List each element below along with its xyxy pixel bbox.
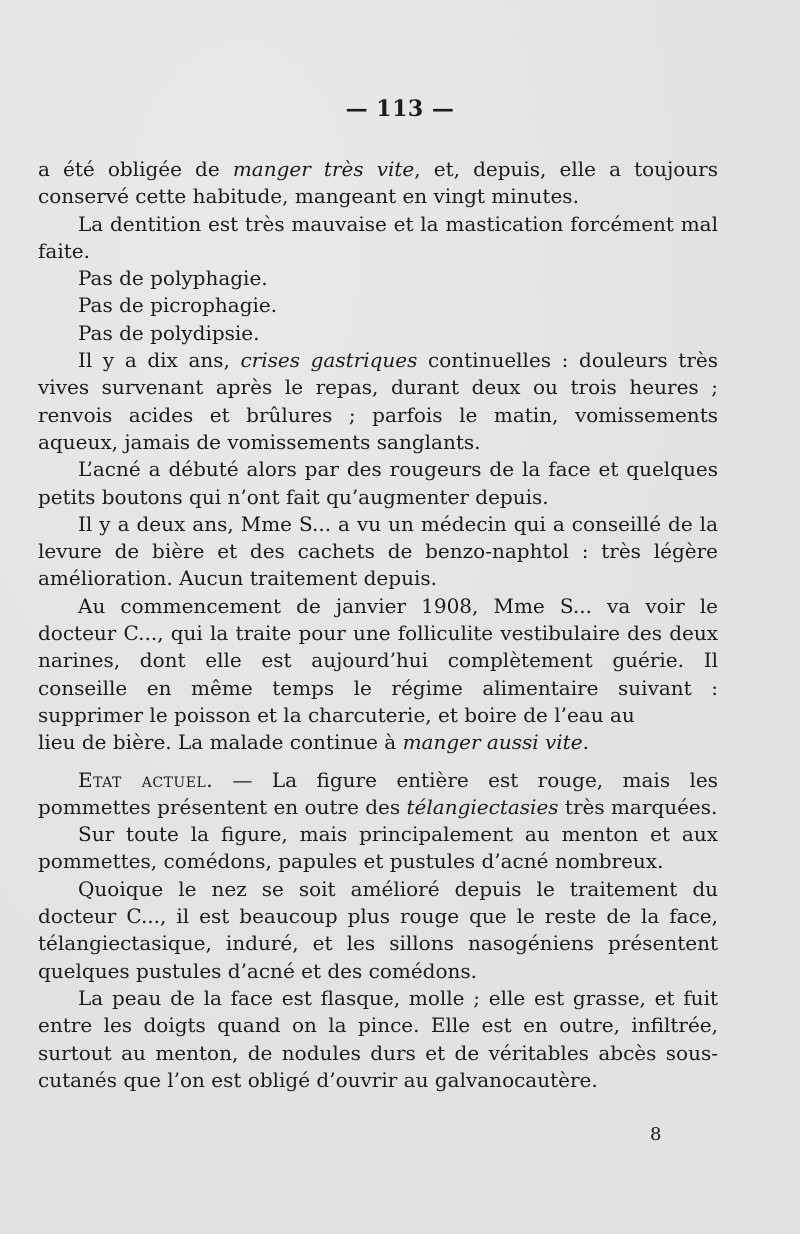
paragraph-continuation: lieu de bière. La malade continue à manger aussi vite. xyxy=(38,730,589,755)
emphasis: manger aussi vite xyxy=(402,730,583,755)
paragraph-acne-debut: L’acné a débuté alors par des rougeurs de la face et quelques petits boutons qui n’ont fait qu’augmenter depuis. xyxy=(38,457,718,509)
paragraph-peau: La peau de la face est flasque, molle ; elle est grasse, et fuit entre les doigts quand on la pince. Elle est en outre, infiltrée, surtout au menton, de nodules durs et de véritables abcès sous-cutanés que l’on est obligé d’ouvrir au galvanocautère. xyxy=(38,985,718,1092)
paragraph-etat-actuel: Etat actuel. — La figure entière est rouge, mais les pommettes présentent en outre des télangiectasies très marquées. xyxy=(38,767,718,819)
paragraph-1: a été obligée de manger très vite, et, depuis, elle a toujours conservé cette habitude, mangeant en vingt minutes. xyxy=(38,157,719,209)
page-number-header: — 113 — xyxy=(345,96,455,122)
body-text xyxy=(38,156,718,1094)
paragraph-dentition: La dentition est très mauvaise et la mastication forcément mal faite. xyxy=(38,211,718,263)
paragraph-deux-ans: Il y a deux ans, Mme S... a vu un médecin qui a conseillé de la levure de bière et des cachets de benzo-naphtol : très légère amélioration. Aucun traitement depuis. xyxy=(38,511,718,591)
paragraph-crises: Il y a dix ans, crises gastriques continuelles : douleurs très vives survenant après le repas, durant deux ou trois heures ; renvois acides et brûlures ; parfois le matin, vomissements aqueux, jamais de vomissements sanglants. xyxy=(38,348,718,454)
emphasis: crises gastriques xyxy=(240,348,418,373)
emphasis: manger très vite xyxy=(232,157,415,181)
paragraph-picrophagie: Pas de picrophagie. xyxy=(78,293,278,318)
paragraph-polydipsie: Pas de polydipsie. xyxy=(78,320,260,345)
paragraph-figure: Sur toute la figure, mais principalement au menton et aux pommettes, comédons, papules et pustules d’acné nombreux. xyxy=(38,822,718,874)
paragraph-janvier-1908: Au commencement de janvier 1908, Mme S... va voir le docteur C..., qui la traite pour une folliculite vestibulaire des deux narines, dont elle est aujourd’hui complètement guérie. Il conseille en même temps le régime alimentaire suivant : supprimer le poisson et la charcuterie, et boire de l’eau au xyxy=(38,593,718,727)
paragraph-polyphagie: Pas de polyphagie. xyxy=(78,266,268,291)
emphasis: télangiectasies xyxy=(406,794,559,819)
signature-mark: 8 xyxy=(650,1124,662,1145)
paragraph-nez: Quoique le nez se soit amélioré depuis le traitement du docteur C..., il est beaucoup plus rouge que le reste de la face, télangiectasique, induré, et les sillons nasogéniens présentent quelques pustules d’acné et des comédons. xyxy=(38,876,718,983)
section-label: Etat actuel. xyxy=(78,767,214,792)
